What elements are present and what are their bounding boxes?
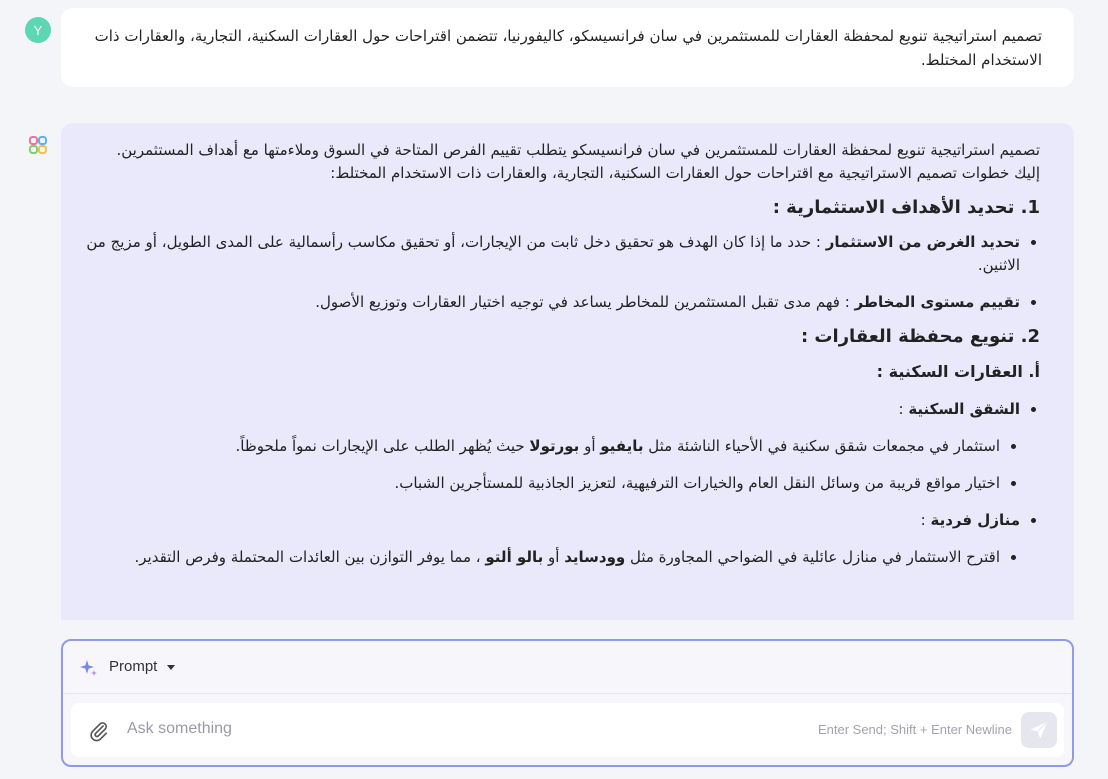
composer-panel [61, 639, 1074, 767]
paperclip-icon[interactable] [88, 720, 110, 742]
prompt-mode-label[interactable]: Prompt [109, 658, 158, 675]
list-item-text: اقترح الاستثمار في منازل عائلية في الضواحي المجاورة مثل [625, 548, 1000, 566]
subsection-residential-heading: أ. العقارات السكنية : [876, 362, 1040, 381]
list-item-title: تحديد الغرض من الاستثمار [825, 233, 1020, 251]
list-item-text: : [898, 400, 909, 418]
list-item-text: حيث يُظهر الطلب على الإيجارات نمواً ملحوظاً. [235, 437, 530, 455]
houses-sublist [79, 546, 1020, 569]
list-item [79, 231, 1020, 277]
apartments-sublist [79, 435, 1020, 495]
list-item-text: ، مما يوفر التوازن بين العائدات المحتملة وفرص التقدير. [134, 548, 486, 566]
list-item-text: : [920, 511, 931, 529]
list-item [79, 435, 1000, 458]
list-item [79, 509, 1020, 569]
list-item-title: منازل فردية [930, 511, 1020, 529]
assistant-intro-line-1: تصميم استراتيجية تنويع لمحفظة العقارات للمستثمرين في سان فرانسيسكو يتطلب تقييم الفرص المتاحة في السوق وملاءمتها مع أهداف المستثمرين. [116, 141, 1040, 159]
list-item-title: الشقق السكنية [908, 400, 1020, 418]
ask-input[interactable] [125, 713, 729, 745]
paper-plane-icon [1029, 720, 1049, 740]
neighborhood-name: بايفيو [600, 437, 644, 455]
list-item [79, 291, 1020, 314]
list-item [79, 398, 1020, 495]
user-message-bubble [61, 8, 1074, 87]
user-avatar-letter: Y [33, 22, 43, 38]
sparkle-icon [80, 659, 98, 677]
list-item-text: استثمار في مجمعات شقق سكنية في الأحياء الناشئة مثل [643, 437, 1000, 455]
section-1-heading: 1. تحديد الأهداف الاستثمارية : [772, 197, 1040, 218]
list-item-text: أو [579, 437, 601, 455]
send-hint: Enter Send; Shift + Enter Newline [817, 722, 1012, 737]
user-message-text: تصميم استراتيجية تنويع لمحفظة العقارات للمستثمرين في سان فرانسيسكو، كاليفورنيا، تتضمن اقتراحات حول العقارات السكنية، التجارية، والعقارات ذات الاستخدام المختلط. [94, 27, 1042, 69]
neighborhood-name: بالو ألتو [485, 548, 544, 566]
user-avatar [25, 17, 51, 43]
composer-input-row [71, 703, 1064, 757]
prompt-mode-selector[interactable] [63, 641, 1072, 694]
neighborhood-name: وودسايد [564, 548, 626, 566]
list-item-text: : حدد ما إذا كان الهدف هو تحقيق دخل ثابت من الإيجارات، أو تحقيق مكاسب رأسمالية على المدى الطويل، أو مزيج من الاثنين. [86, 233, 1020, 274]
residential-list [79, 398, 1040, 569]
chevron-down-icon[interactable] [167, 665, 175, 670]
neighborhood-name: بورتولا [529, 437, 580, 455]
send-button[interactable] [1021, 712, 1057, 748]
list-item-title: تقييم مستوى المخاطر [854, 293, 1020, 311]
list-item-text: أو [543, 548, 565, 566]
assistant-message-bubble [61, 123, 1074, 620]
list-item-text: : فهم مدى تقبل المستثمرين للمخاطر يساعد في توجيه اختيار العقارات وتوزيع الأصول. [315, 293, 855, 311]
list-item [79, 472, 1000, 495]
assistant-logo-icon [29, 136, 47, 154]
assistant-intro-line-2: إليك خطوات تصميم الاستراتيجية مع اقتراحات حول العقارات السكنية، التجارية، والعقارات ذات الاستخدام المختلط: [330, 164, 1040, 182]
list-item-text: اختيار مواقع قريبة من وسائل النقل العام والخيارات الترفيهية، لتعزيز الجاذبية للمستأجرين الشباب. [394, 474, 1000, 492]
section-1-list [79, 231, 1040, 314]
list-item [79, 546, 1000, 569]
section-2-heading: 2. تنويع محفظة العقارات : [800, 326, 1040, 347]
